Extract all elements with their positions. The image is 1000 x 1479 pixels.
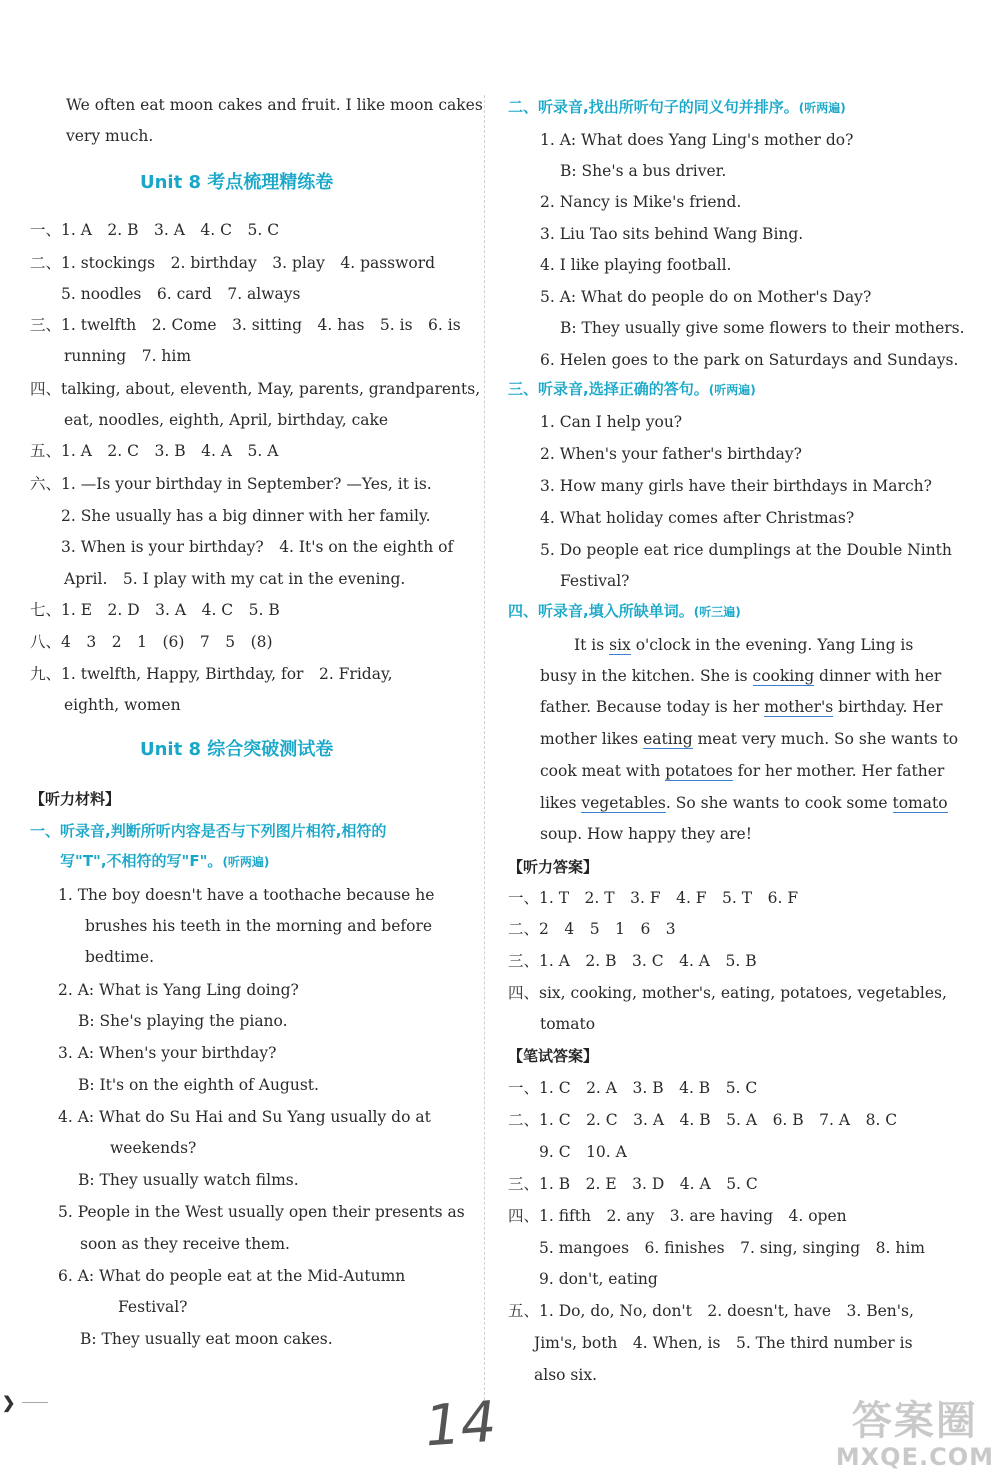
listening-item: 6. Helen goes to the park on Saturdays and Sundays. [540,351,959,369]
corner-rule [22,1402,48,1403]
passage-line: likes vegetables. So she wants to cook some tomato [540,794,948,812]
listening-item: brushes his teeth in the morning and before [85,917,433,935]
page-number: 14 [422,1389,499,1460]
answer-line: 二、1. stockings 2. birthday 3. play 4. password [30,254,436,272]
answer-line: 四、talking, about, eleventh, May, parents, grandparents, [30,380,481,398]
watermark-text: 答案圈 [851,1398,978,1444]
intro-line: We often eat moon cakes and fruit. I like moon cakes [66,96,483,114]
passage-line: busy in the kitchen. She is cooking dinner with her [540,667,942,685]
section-heading: 四、听录音,填入所缺单词。(听三遍) [508,602,741,620]
answer-line: 2. She usually has a big dinner with her family. [30,507,431,525]
answer-line: 二、1. C 2. C 3. A 4. B 5. A 6. B 7. A 8. C [508,1111,898,1129]
listening-item: B: They usually watch films. [78,1171,299,1189]
answer-line: eighth, women [64,696,181,714]
listening-item: B: She's a bus driver. [560,162,727,180]
answer-line: 二、2 4 5 1 6 3 [508,920,676,938]
column-divider [484,95,485,1405]
listening-item: Festival? [560,572,630,590]
listening-item: weekends? [110,1139,197,1157]
answer-line: 八、4 3 2 1 (6) 7 5 (8) [30,633,273,651]
passage-line: It is six o'clock in the evening. Yang Ling is [574,636,914,654]
answer-line: 三、1. B 2. E 3. D 4. A 5. C [508,1175,758,1193]
section-heading: 三、听录音,选择正确的答句。(听两遍) [508,380,756,398]
listening-item: 6. A: What do people eat at the Mid-Autumn [58,1267,406,1285]
corner-mark: ❯ [2,1393,16,1412]
answer-line: tomato [540,1015,596,1033]
answer-line: April. 5. I play with my cat in the evening. [64,570,406,588]
answer-word: cooking [752,667,815,685]
answer-line: 5. noodles 6. card 7. always [30,285,301,303]
answer-word: potatoes [665,762,733,780]
section-heading: 二、听录音,找出所听句子的同义句并排序。(听两遍) [508,98,846,116]
answer-line: 五、1. Do, do, No, don't 2. doesn't, have 3. Ben's, [508,1302,914,1320]
listening-material-header: 【听力材料】 [30,790,121,808]
listening-item: B: It's on the eighth of August. [78,1076,319,1094]
section-heading: 一、听录音,判断所听内容是否与下列图片相符,相符的 [30,822,387,840]
listening-item: bedtime. [85,948,155,966]
unit8-test-title: Unit 8 综合突破测试卷 [140,739,334,760]
answer-word: mother's [764,698,834,716]
intro-line: very much. [66,127,154,145]
listening-item: 4. A: What do Su Hai and Su Yang usually do at [58,1108,431,1126]
passage-line: soup. How happy they are! [540,825,752,843]
answer-line: 四、six, cooking, mother's, eating, potatoes, vegetables, [508,984,947,1002]
answer-line: eat, noodles, eighth, April, birthday, cake [64,411,389,429]
passage-line: mother likes eating meat very much. So she wants to [540,730,959,748]
passage-line: father. Because today is her mother's birthday. Her [540,698,943,716]
listening-item: 4. What holiday comes after Christmas? [540,509,855,527]
answer-line: Jim's, both 4. When, is 5. The third number is [534,1334,913,1352]
listening-item: 3. A: When's your birthday? [58,1044,277,1062]
section-heading: 写"T",不相符的写"F"。(听两遍) [60,852,270,870]
answer-line: also six. [534,1366,597,1384]
listening-item: 3. How many girls have their birthdays in March? [540,477,932,495]
unit8-practice-title: Unit 8 考点梳理精练卷 [140,172,334,193]
passage-line: cook meat with potatoes for her mother. Her father [540,762,945,780]
listening-item: B: They usually give some flowers to their mothers. [560,319,965,337]
listening-item: 1. Can I help you? [540,413,683,431]
answer-line: 五、1. A 2. C 3. B 4. A 5. A [30,442,279,460]
listening-item: 5. Do people eat rice dumplings at the Double Ninth [540,541,952,559]
answer-word: six [609,636,631,654]
answer-line: 9. don't, eating [508,1270,658,1288]
answer-line: 七、1. E 2. D 3. A 4. C 5. B [30,601,280,619]
answer-line: 一、1. T 2. T 3. F 4. F 5. T 6. F [508,889,799,907]
written-answers-header: 【笔试答案】 [508,1047,599,1065]
answer-line: 3. When is your birthday? 4. It's on the eighth of [30,538,454,556]
answer-line: 三、1. twelfth 2. Come 3. sitting 4. has 5. is 6. is [30,316,461,334]
listening-item: B: She's playing the piano. [78,1012,288,1030]
answer-line: 5. mangoes 6. finishes 7. sing, singing 8. him [508,1239,925,1257]
listening-item: 2. Nancy is Mike's friend. [540,193,742,211]
listening-item: 2. When's your father's birthday? [540,445,802,463]
answer-line: 四、1. fifth 2. any 3. are having 4. open [508,1207,847,1225]
answer-word: vegetables [581,794,666,812]
listening-item: 4. I like playing football. [540,256,732,274]
answer-word: eating [643,730,693,748]
answer-line: 一、1. C 2. A 3. B 4. B 5. C [508,1079,758,1097]
listening-item: 5. A: What do people do on Mother's Day? [540,288,872,306]
listening-item: 1. A: What does Yang Ling's mother do? [540,131,854,149]
listening-item: B: They usually eat moon cakes. [80,1330,333,1348]
listening-item: Festival? [118,1298,188,1316]
listening-answers-header: 【听力答案】 [508,858,599,876]
answer-line: running 7. him [64,347,192,365]
answer-line: 六、1. —Is your birthday in September? —Yes, it is. [30,475,432,493]
listening-item: 2. A: What is Yang Ling doing? [58,981,299,999]
answer-line: 三、1. A 2. B 3. C 4. A 5. B [508,952,757,970]
answer-line: 一、1. A 2. B 3. A 4. C 5. C [30,221,280,239]
answer-line: 9. C 10. A [508,1143,627,1161]
answer-line: 九、1. twelfth, Happy, Birthday, for 2. Friday, [30,665,393,683]
watermark-url: MXQE.COM [835,1443,994,1471]
answer-word: tomato [892,794,948,812]
listening-item: 1. The boy doesn't have a toothache because he [58,886,435,904]
listening-item: 3. Liu Tao sits behind Wang Bing. [540,225,804,243]
listening-item: soon as they receive them. [80,1235,290,1253]
listening-item: 5. People in the West usually open their presents as [58,1203,465,1221]
watermark-logo [836,1399,994,1471]
